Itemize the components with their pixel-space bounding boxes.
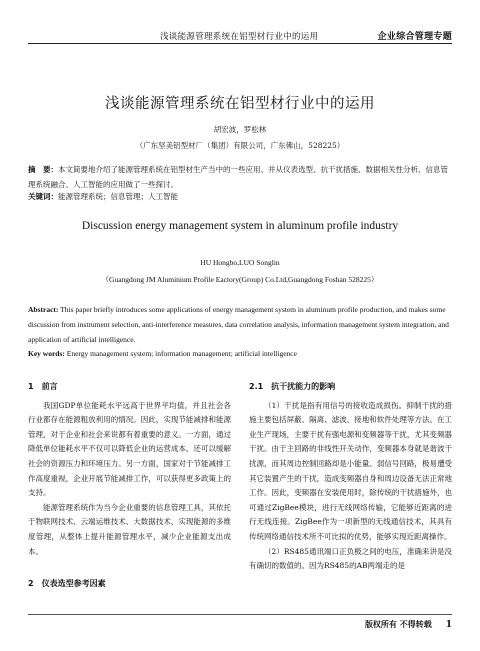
title-english: Discussion energy management system in aluminum profile industry [81, 220, 399, 232]
body-paragraph: （1）干扰是指有用信号的接收造成损伤。抑制干扰的措施主要包括屏蔽、隔离、滤波、接地和软件处理等方法。在工业生产现场，主要干扰有强电源和变频器等干扰，尤其变频器干扰。由于主回路的非线性开关动作，变频器本身就是谐波干扰源，而其周边控制回路却是小能量、弱信号回路，极易遭受其它装置产生的干扰，造成变频器自身和周边设备无法正常地工作。因此，变频器在安装使用时，除传统的干扰措施外，也可通过ZigBee模块，进行无线网络传输，它能够近距离的进行无线连接。ZigBee作为一项新型的无线通信技术，其具有传统网络通信技术所不可比拟的优势，能够实现近距离操作。 [249, 400, 452, 541]
title-chinese: 浅谈能源管理系统在铝型材行业中的运用 [105, 96, 375, 112]
authors-english: HU Hongbo,LUO Songlin [200, 258, 280, 267]
abstract-english-text: This paper briefly introduces some applications of energy management system in aluminum profile production, and makes some discussion from instrument selection, anti-interference measures, data correlation analysis, information management system integration, and application of artificial intelligence. [28, 305, 449, 344]
abstract-chinese-text: 本文简要地介绍了能源管理系统在铝型材生产当中的一些应用、并从仪表选型、抗干扰措施、数据相关性分析、信息管理系统融合、人工智能的应用做了一些探讨。 [28, 165, 448, 189]
keywords-english-text: Energy management system; information management; artificial intelligence [64, 349, 297, 358]
abstract-chinese-label: 摘 要： [28, 165, 58, 174]
keywords-chinese [28, 191, 452, 202]
keywords-english-label: Key words: [28, 349, 65, 358]
abstract-english [28, 302, 452, 347]
abstract-english-label: Abstract: [28, 305, 59, 314]
running-header [28, 22, 452, 42]
section-label: 企业综合管理专题 [377, 32, 452, 42]
affiliation-english: （Guangdong JM Aluminium Profile Eactory(Group) Co.Ltd,Guangdong Foshan 528225） [101, 275, 379, 284]
header-rule [28, 43, 452, 44]
body-paragraph: 能源管理系统作为当今企业重要的信息管理工具，其依托于物联网技术、云端运维技术、大数据技术，实现能源的多维度管理，从整体上提升能源管理水平，减少企业能源支出成本。 [28, 502, 231, 556]
keywords-chinese-text: 能源管理系统；信息管理；人工智能 [58, 192, 178, 201]
section-heading-introduction: 1 前言 [28, 382, 58, 391]
affiliation-chinese: （广东坚美铝型材厂（集团）有限公司，广东佛山，528225） [135, 141, 345, 150]
body-paragraph: （2）RS485通讯端口正负极之间的电压，准确来讲是没有确切的数值的。因为RS485的AB两端走的是 [249, 546, 452, 571]
running-title: 浅谈能源管理系统在铝型材行业中的运用 [160, 32, 319, 42]
abstract-chinese [28, 162, 452, 192]
authors-chinese: 胡宏波，罗松林 [213, 125, 267, 134]
section-heading-anti-interference: 2.1 抗干扰能力的影响 [249, 382, 336, 391]
body-left-column [28, 380, 231, 596]
keywords-chinese-label: 关键词： [28, 192, 58, 201]
body-right-column [249, 380, 452, 574]
section-heading-instrument-selection: 2 仪表选型参考因素 [28, 579, 106, 589]
page-number: 1 [445, 619, 452, 630]
copyright-notice: 版权所有 不得转载 [364, 619, 432, 629]
body-paragraph: 我国GDP单位能耗水平远高于世界平均值，并且社会各行业都存在能源粗放利用的情况。因此，实现节能减排和能源管理，对于企业和社会来说都有着重要的意义。一方面，通过降低单位能耗水平不仅可以降低企业的运营成本，还可以缓解社会的资源压力和环境压力。另一方面，国家对于节能减排工作高度重视，企业开展节能减排工作，可以获得更多政策上的支持。 [28, 400, 231, 498]
page-footer [28, 614, 452, 630]
keywords-english [28, 349, 452, 358]
